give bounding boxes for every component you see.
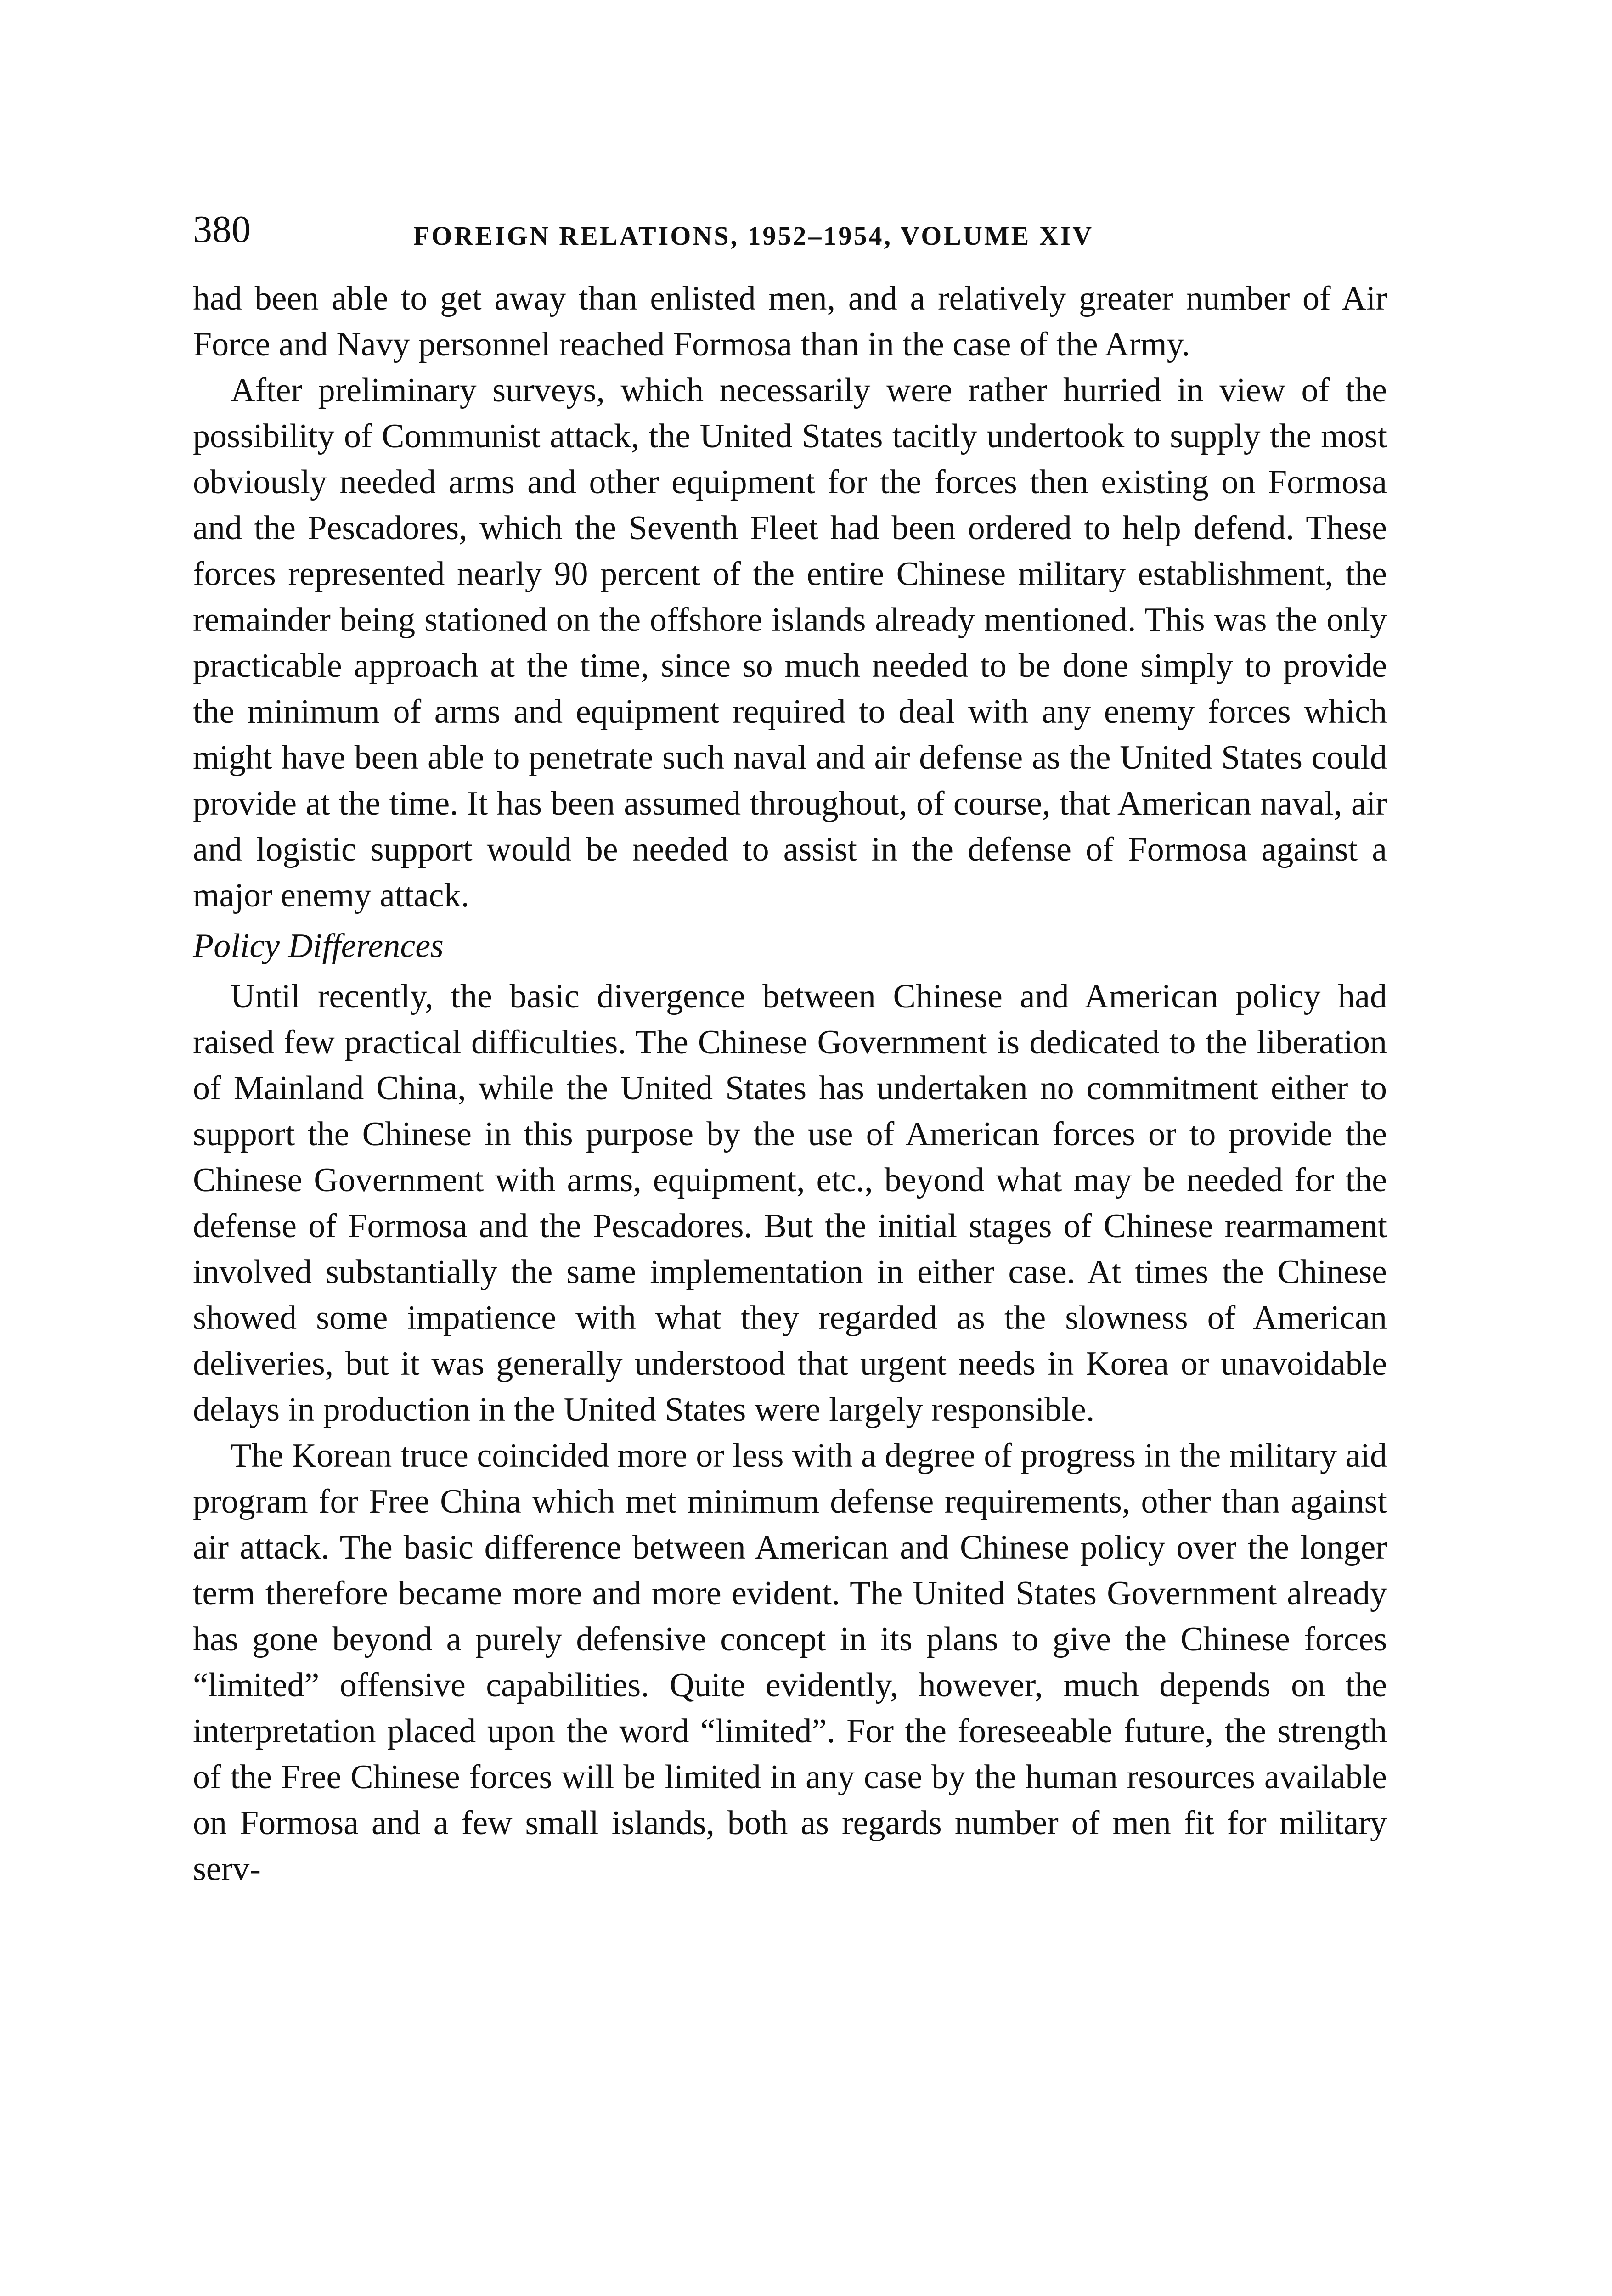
paragraph: After preliminary surveys, which necessarily were rather hurried in view of the possibility of Communist attack, the United States tacitly undertook to supply the most obviously needed arms and other equipment for the forces then existing on Formosa and the Pescadores, which the Seventh Fleet had been ordered to help defend. These forces represented nearly 90 percent of the entire Chinese military establishment, the remainder being stationed on the offshore islands already mentioned. This was the only practicable approach at the time, since so much needed to be done simply to provide the minimum of arms and equipment required to deal with any enemy forces which might have been able to penetrate such naval and air defense as the United States could provide at the time. It has been assumed throughout, of course, that American naval, air and logistic support would be needed to assist in the defense of Formosa against a major enemy attack. bbox=[193, 371, 1387, 914]
page-number: 380 bbox=[193, 208, 251, 251]
body-text bbox=[193, 276, 1387, 1892]
paragraph-continued: had been able to get away than enlisted men, and a relatively greater number of Air Force and Navy personnel reached Formosa than in the case of the Army. bbox=[193, 280, 1387, 363]
section-subheading: Policy Differences bbox=[193, 927, 444, 965]
document-page bbox=[193, 202, 1387, 2296]
running-head bbox=[193, 202, 1387, 257]
paragraph: Until recently, the basic divergence between Chinese and American policy had raised few practical difficulties. The Chinese Government is dedicated to the liberation of Mainland China, while the United States has undertaken no commitment either to support the Chinese in this purpose by the use of American forces or to provide the Chinese Government with arms, equipment, etc., beyond what may be needed for the defense of Formosa and the Pescadores. But the initial stages of Chinese rearmament involved substantially the same implementation in either case. At times the Chinese showed some impatience with what they regarded as the slowness of American deliveries, but it was generally understood that urgent needs in Korea or unavoidable delays in production in the United States were largely responsible. bbox=[193, 978, 1387, 1429]
running-title: FOREIGN RELATIONS, 1952–1954, VOLUME XIV bbox=[413, 221, 1094, 251]
paragraph: The Korean truce coincided more or less with a degree of progress in the military aid program for Free China which met minimum defense requirements, other than against air attack. The basic difference between American and Chinese policy over the longer term therefore became more and more evident. The United States Government already has gone beyond a purely defensive concept in its plans to give the Chinese forces “limited” offensive capabilities. Quite evidently, however, much depends on the interpretation placed upon the word “limited”. For the foreseeable future, the strength of the Free Chinese forces will be limited in any case by the human resources available on Formosa and a few small islands, both as regards number of men fit for military serv- bbox=[193, 1437, 1387, 1888]
